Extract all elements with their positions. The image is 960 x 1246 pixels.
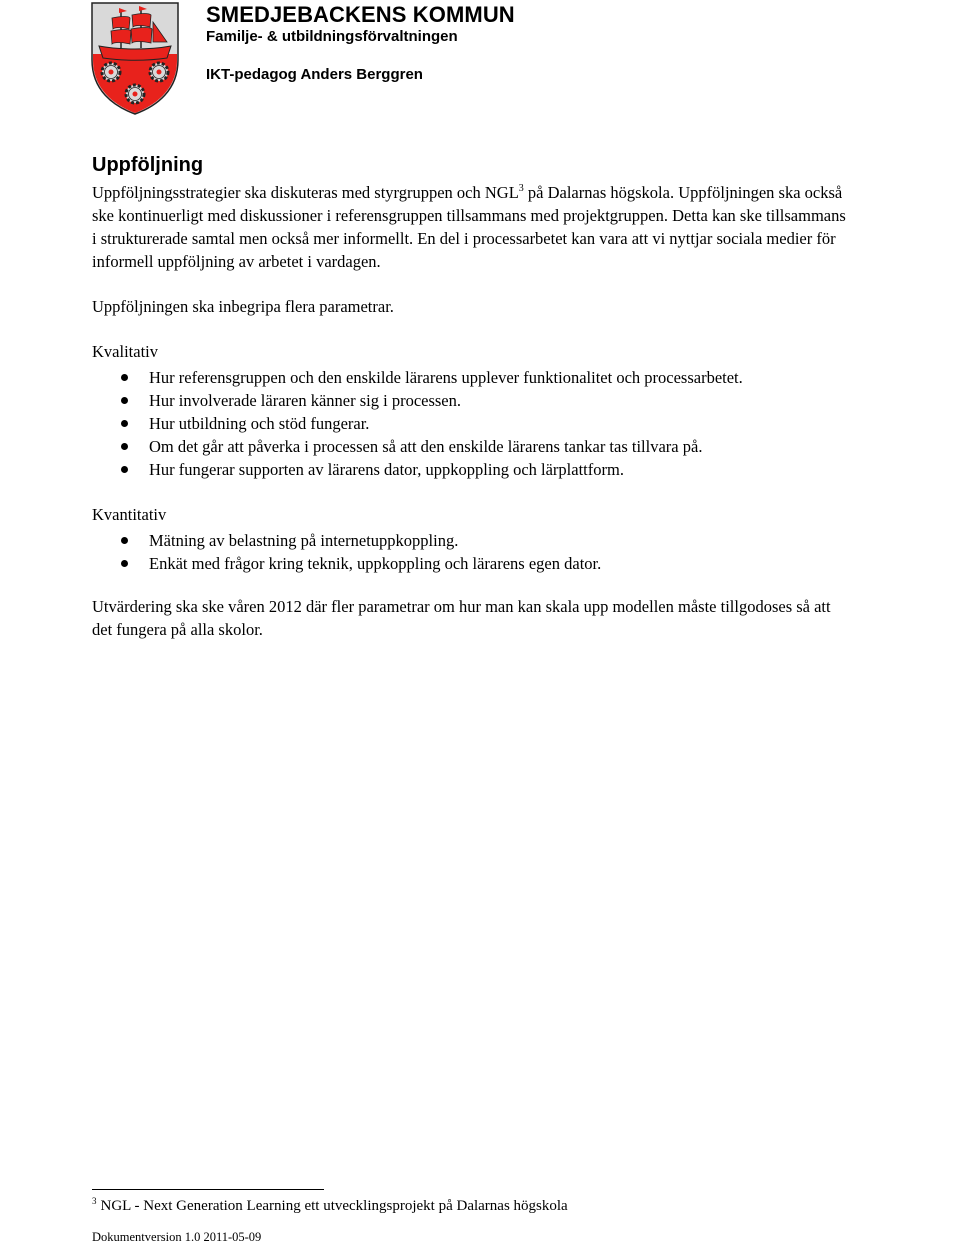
list-item-text: Hur referensgruppen och den enskilde lärarens upplever funktionalitet och processarbetet. (149, 368, 743, 387)
bullet-icon (121, 560, 128, 567)
list-item (92, 366, 852, 389)
list-item (92, 529, 852, 552)
quantitative-list (92, 529, 852, 575)
footnote-reference: 3 (518, 183, 524, 194)
author-name: IKT-pedagog Anders Berggren (206, 66, 423, 83)
intro-text-start: Uppföljningsstrategier ska diskuteras med styrgruppen och NGL (92, 183, 519, 202)
document-body (92, 152, 852, 641)
crest-image (91, 2, 179, 115)
list-item-text: Enkät med frågor kring teknik, uppkoppling och lärarens egen dator. (149, 554, 602, 573)
scope-paragraph: Uppföljningen ska inbegripa flera parametrar. (92, 297, 394, 316)
list-item (92, 435, 852, 458)
bullet-icon (121, 397, 128, 404)
quantitative-heading: Kvantitativ (92, 505, 167, 524)
list-item-text: Hur involverade läraren känner sig i processen. (149, 391, 462, 410)
list-item (92, 412, 852, 435)
bullet-icon (121, 374, 128, 381)
qualitative-heading: Kvalitativ (92, 342, 158, 361)
organization-name: SMEDJEBACKENS KOMMUN (206, 2, 515, 27)
list-item (92, 552, 852, 575)
closing-paragraph: Utvärdering ska ske våren 2012 där fler parametrar om hur man kan skala upp modellen måste tillgodoses så att det fungera på alla skolor. (92, 597, 831, 639)
bullet-icon (121, 537, 128, 544)
list-item (92, 389, 852, 412)
footnote-divider (92, 1189, 324, 1190)
section-title: Uppföljning (92, 154, 204, 176)
footnote (92, 1196, 568, 1216)
municipal-crest (91, 2, 179, 115)
list-item-text: Mätning av belastning på internetuppkoppling. (149, 531, 459, 550)
list-item (92, 458, 852, 481)
bullet-icon (121, 466, 128, 473)
footnote-text: NGL - Next Generation Learning ett utvecklingsprojekt på Dalarnas högskola (100, 1198, 568, 1214)
department-name: Familje- & utbildningsförvaltningen (206, 28, 458, 45)
qualitative-list (92, 366, 852, 481)
list-item-text: Hur utbildning och stöd fungerar. (149, 414, 370, 433)
intro-paragraph (92, 181, 852, 273)
list-item-text: Om det går att påverka i processen så att den enskilde lärarens tankar tas tillvara på. (149, 437, 703, 456)
bullet-icon (121, 443, 128, 450)
list-item-text: Hur fungerar supporten av lärarens dator, uppkoppling och lärplattform. (149, 460, 624, 479)
bullet-icon (121, 420, 128, 427)
intro-text-end: på Dalarnas högskola. Uppföljningen ska också ske kontinuerligt med diskussioner i referensgruppen tillsammans med projektgruppen. Detta kan ske tillsammans i strukturerade samtal men också mer informellt. En del i processarbetet kan vara att vi nyttjar sociala medier för informell uppföljning av arbetet i vardagen. (92, 183, 846, 271)
footnote-number: 3 (92, 1196, 97, 1206)
document-version: Dokumentversion 1.0 2011-05-09 (92, 1230, 262, 1244)
